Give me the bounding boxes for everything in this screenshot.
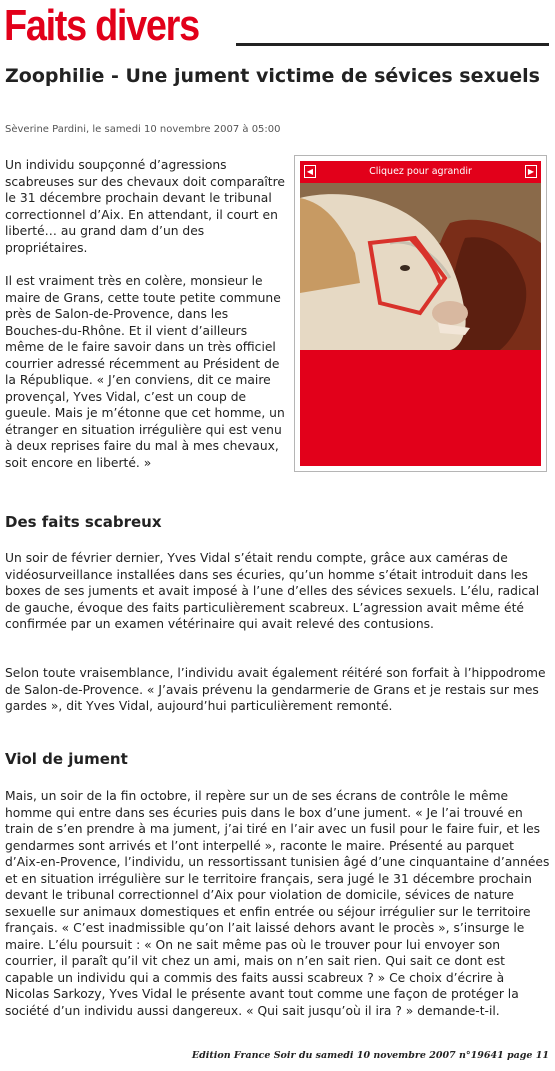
- photo-box: [294, 155, 547, 472]
- arrow-left-icon[interactable]: ◀: [304, 165, 316, 178]
- horse-photo[interactable]: [300, 183, 541, 350]
- article-paragraph-3: Un soir de février dernier, Yves Vidal s’était rendu compte, grâce aux caméras de vidéosurveillance installées dans ses écuries, qu’un homme s’était introduit dans les boxes de ses juments et avait imposé à l’une d’elles des sévices sexuels. L’élu, radical de gauche, évoque des faits particulièrement scabreux. L’agression avait même été confirmée par un examen vétérinaire qui avait relevé des contusions.: [5, 551, 540, 631]
- photo-caption-bar: [300, 161, 541, 183]
- photo-panel: [300, 161, 541, 466]
- subheading-1: Des faits scabreux: [5, 513, 162, 531]
- section-rule: [236, 43, 549, 46]
- article-headline: Zoophilie - Une jument victime de sévices sexuels: [5, 65, 540, 87]
- arrow-right-icon[interactable]: ▶: [525, 165, 537, 178]
- article-byline: Sèverine Pardini, le samedi 10 novembre 2007 à 05:00: [5, 124, 281, 135]
- section-title: Faits divers: [4, 1, 199, 50]
- article-paragraph-2: Il est vraiment très en colère, monsieur le maire de Grans, cette toute petite commune près de Salon-de-Provence, dans les Bouches-du-Rhône. Et il vient d’ailleurs même de le faire savoir dans un très officiel courrier adressé récemment au Président de la République. « J’en conviens, dit ce maire provençal, Yves Vidal, c’est un coup de gueule. Mais je m’étonne que cet homme, un étranger en situation irrégulière qui est venu à deux reprises faire du mal à mes chevaux, soit encore en liberté. »: [5, 274, 285, 470]
- edition-footer: Edition France Soir du samedi 10 novembre 2007 n°19641 page 11: [191, 1050, 549, 1061]
- photo-caption[interactable]: Cliquez pour agrandir: [369, 166, 472, 177]
- article-paragraph-5: Mais, un soir de la fin octobre, il repère sur un de ses écrans de contrôle le même homme qui entre dans ses écuries puis dans le box d’une jument. « Je l’ai trouvé en train de s’en prendre à ma jument, j’ai tiré en l’air avec un fusil pour le faire fuir, et les gendarmes sont arrivés et l’ont interpellé », raconte le maire. Présenté au parquet d’Aix-en-Provence, l’individu, un ressortissant tunisien âgé d’une cinquantaine d’années et en situation irrégulière sur le territoire français, sera jugé le 31 décembre prochain devant le tribunal correctionnel d’Aix pour violation de domicile, sévices de nature sexuelle sur animaux domestiques et enfin entrée ou séjour irrégulier sur le territoire français. « C’est inadmissible qu’on l’ait laissé dehors avant le procès », s’insurge le maire. L’élu poursuit : « On ne sait même pas où le trouver pour lui envoyer son courrier, il paraît qu’il vit chez un ami, mais on n’en sait rien. Qui sait ce dont est capable un individu qui a commis des faits aussi scabreux ? » Ce choix d’écrire à Nicolas Sarkozy, Yves Vidal le présente avant tout comme une façon de protéger la société d’un individu aussi dangereux. « Qui sait jusqu’où il ira ? » demande-t-il.: [5, 789, 550, 1018]
- section-header: [4, 2, 549, 50]
- article-paragraph-4: Selon toute vraisemblance, l’individu avait également réitéré son forfait à l’hippodrome de Salon-de-Provence. « J’avais prévenu la gendarmerie de Grans et je restais sur mes gardes », dit Yves Vidal, aujourd’hui particulièrement remonté.: [5, 666, 546, 713]
- article-paragraph-1: Un individu soupçonné d’agressions scabreuses sur des chevaux doit comparaître le 31 décembre prochain devant le tribunal correctionnel d’Aix. En attendant, il court en liberté… au grand dam d’un des propriétaires.: [5, 158, 285, 255]
- subheading-2: Viol de jument: [5, 750, 128, 768]
